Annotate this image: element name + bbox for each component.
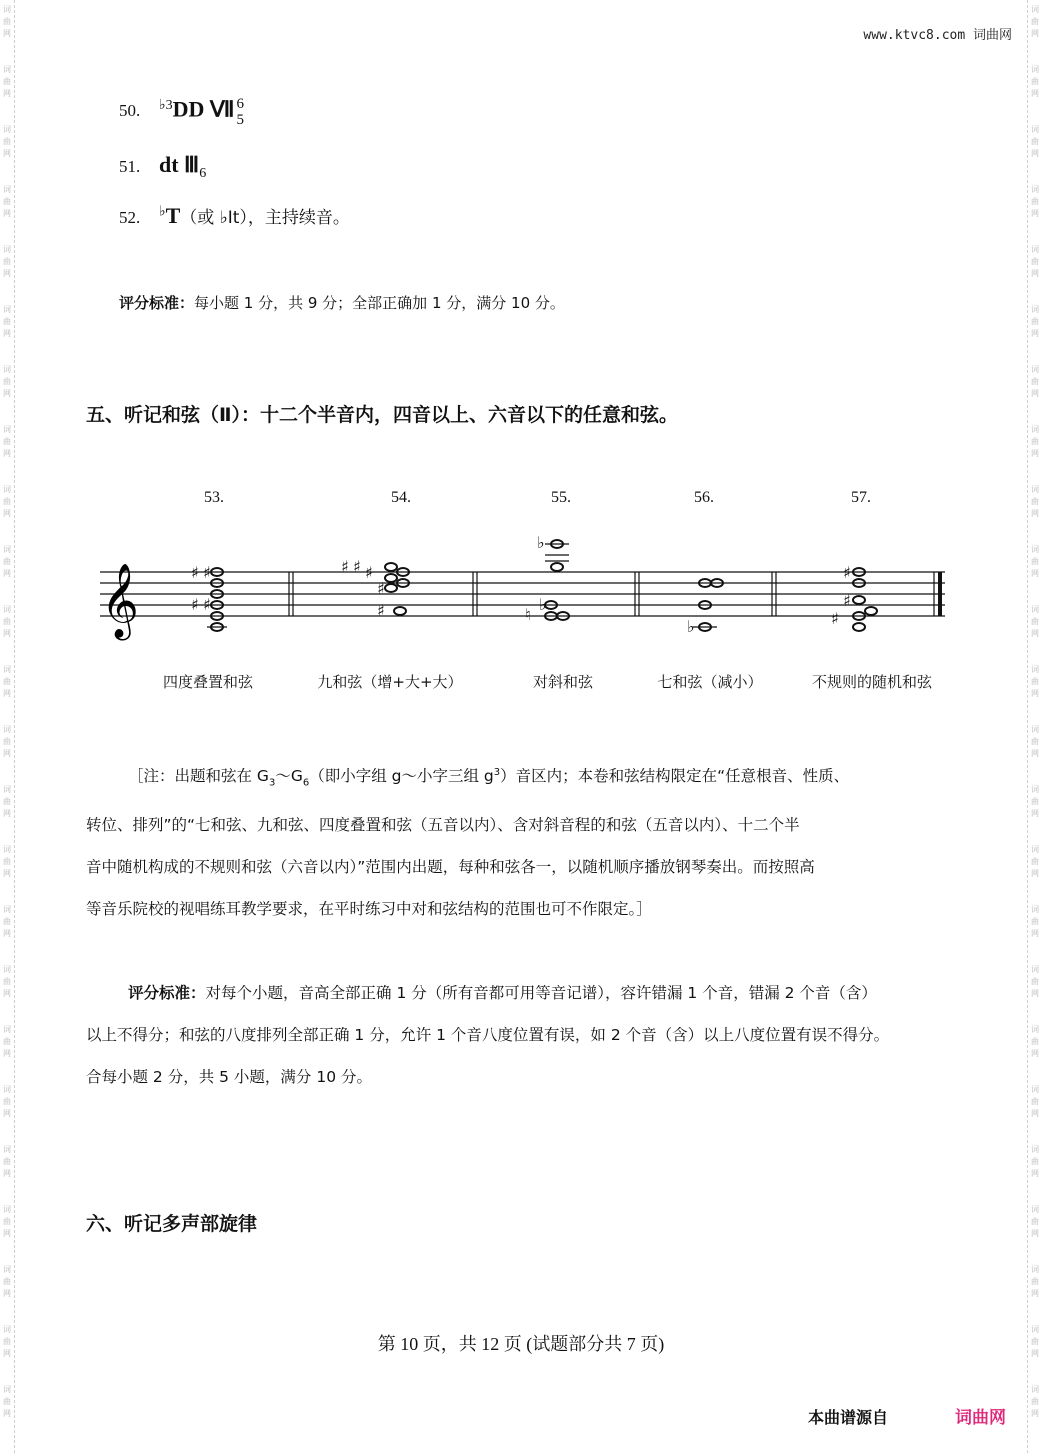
watermark-glyph: 词: [1031, 65, 1039, 74]
watermark-glyph: 网: [1031, 389, 1039, 398]
note-line-3: 音中随机构成的不规则和弦（六音以内）”范围内出题，每种和弦各一，以随机顺序播放钢琴奏出。而按照高: [86, 858, 815, 877]
watermark-glyph: 词: [3, 485, 11, 494]
watermark-glyph: 词: [1031, 905, 1039, 914]
watermark-glyph: 词: [1031, 485, 1039, 494]
watermark-glyph: 曲: [1031, 77, 1039, 86]
svg-text:♭: ♭: [537, 533, 545, 552]
svg-text:♯: ♯: [843, 563, 851, 582]
watermark-glyph: 词: [1031, 125, 1039, 134]
svg-text:♮: ♮: [525, 605, 531, 624]
watermark-glyph: 词: [1031, 1325, 1039, 1334]
site-url[interactable]: www.ktvc8.com 词曲网: [863, 28, 1012, 43]
note-paragraph: [86, 752, 960, 930]
answer-51: [119, 152, 206, 182]
watermark-glyph: 网: [3, 1229, 11, 1238]
watermark-glyph: 词: [1031, 1205, 1039, 1214]
watermark-glyph: 网: [1031, 1229, 1039, 1238]
section-6-heading: 六、听记多声部旋律: [86, 1213, 258, 1235]
watermark-glyph: 词: [3, 1265, 11, 1274]
svg-text:♯: ♯: [831, 609, 839, 628]
svg-text:♯: ♯: [191, 595, 199, 614]
svg-text:♯: ♯: [353, 557, 361, 576]
svg-text:♯: ♯: [203, 595, 211, 614]
svg-text:♯: ♯: [365, 563, 373, 582]
watermark-glyph: 曲: [1031, 137, 1039, 146]
watermark-glyph: 网: [3, 809, 11, 818]
accidental: ♭: [159, 204, 166, 220]
watermark-glyph: 曲: [1031, 1157, 1039, 1166]
watermark-glyph: 曲: [3, 197, 11, 206]
watermark-glyph: 网: [1031, 989, 1039, 998]
watermark-glyph: 网: [1031, 209, 1039, 218]
watermark-glyph: 词: [3, 1385, 11, 1394]
chord-number-56: 56.: [694, 489, 714, 506]
watermark-glyph: 网: [1031, 329, 1039, 338]
svg-text:♭: ♭: [539, 595, 547, 614]
watermark-glyph: 曲: [1031, 557, 1039, 566]
answer-remark: （或 ♭Ⅰt），主持续音。: [180, 208, 350, 228]
watermark-glyph: 曲: [1031, 1097, 1039, 1106]
watermark-glyph: 曲: [3, 497, 11, 506]
watermark-glyph: 词: [1031, 1025, 1039, 1034]
watermark-glyph: 网: [1031, 1409, 1039, 1418]
answer-number: 51.: [119, 157, 141, 176]
watermark-glyph: 词: [3, 725, 11, 734]
chord-symbol: DD Ⅶ: [172, 96, 235, 122]
watermark-glyph: 曲: [3, 377, 11, 386]
watermark-glyph: 网: [3, 569, 11, 578]
watermark-glyph: 词: [1031, 785, 1039, 794]
watermark-glyph: 网: [1031, 1109, 1039, 1118]
watermark-glyph: 曲: [3, 437, 11, 446]
watermark-glyph: 网: [3, 1109, 11, 1118]
watermark-glyph: 曲: [1031, 977, 1039, 986]
chord-symbol: dt Ⅲ: [159, 152, 200, 177]
watermark-glyph: 网: [3, 1409, 11, 1418]
watermark-glyph: 曲: [3, 137, 11, 146]
watermark-glyph: 词: [1031, 5, 1039, 14]
chord-number-55: 55.: [551, 489, 571, 506]
watermark-glyph: 网: [3, 269, 11, 278]
watermark-glyph: 词: [1031, 1145, 1039, 1154]
watermark-glyph: 词: [1031, 1085, 1039, 1094]
chord-label-54: 九和弦（增+大+大）: [317, 673, 463, 691]
watermark-glyph: 网: [3, 29, 11, 38]
watermark-glyph: 曲: [1031, 1217, 1039, 1226]
watermark-glyph: 词: [1031, 605, 1039, 614]
watermark-glyph: 曲: [3, 617, 11, 626]
svg-text:♯: ♯: [377, 601, 385, 620]
watermark-glyph: 词: [3, 65, 11, 74]
answer-number: 52.: [119, 208, 141, 227]
grading-text: 每小题 1 分，共 9 分；全部正确加 1 分，满分 10 分。: [194, 294, 565, 312]
note-line-1: ［注：出题和弦在 $G_3\sim G_6$（即小字组 g～小字三组 $g^3$）音区内；本卷和弦结构限定在“任意根音、性质、: [128, 767, 850, 789]
watermark-glyph: 网: [3, 629, 11, 638]
accidentals: [191, 533, 851, 636]
watermark-glyph: 词: [3, 545, 11, 554]
grading-criteria-2: [86, 972, 960, 1098]
treble-clef-icon: 𝄞: [101, 564, 139, 638]
watermark-glyph: 曲: [3, 917, 11, 926]
answer-50: [119, 96, 244, 128]
watermark-glyph: 网: [1031, 1289, 1039, 1298]
chord-label-53: 四度叠置和弦: [162, 673, 253, 691]
answer-52: [119, 203, 350, 229]
watermark-glyph: 网: [3, 389, 11, 398]
watermark-glyph: 曲: [1031, 377, 1039, 386]
watermark-glyph: 曲: [1031, 1277, 1039, 1286]
watermark-glyph: 网: [3, 1169, 11, 1178]
source-label: 本曲谱源自: [808, 1408, 889, 1427]
watermark-glyph: 网: [3, 989, 11, 998]
watermark-glyph: 曲: [3, 977, 11, 986]
answer-number: 50.: [119, 101, 141, 121]
watermark-glyph: 词: [3, 245, 11, 254]
watermark-glyph: 词: [3, 665, 11, 674]
watermark-glyph: 网: [1031, 749, 1039, 758]
watermark-glyph: 网: [1031, 569, 1039, 578]
watermark-glyph: 网: [3, 329, 11, 338]
watermark-glyph: 网: [3, 749, 11, 758]
watermark-glyph: 网: [1031, 1349, 1039, 1358]
figure-bottom: 6: [199, 165, 207, 181]
watermark-glyph: 曲: [1031, 17, 1039, 26]
watermark-glyph: 曲: [1031, 317, 1039, 326]
watermark-glyph: 曲: [1031, 257, 1039, 266]
watermark-glyph: 词: [3, 305, 11, 314]
watermark-glyph: 网: [3, 1349, 11, 1358]
watermark-glyph: 词: [3, 1205, 11, 1214]
svg-text:♯: ♯: [203, 563, 211, 582]
watermark-glyph: 网: [3, 1289, 11, 1298]
svg-text:♭: ♭: [687, 617, 695, 636]
watermark-glyph: 曲: [3, 1397, 11, 1406]
watermark-glyph: 词: [1031, 365, 1039, 374]
watermark-glyph: 词: [1031, 425, 1039, 434]
watermark-glyph: 网: [1031, 1169, 1039, 1178]
watermark-glyph: 曲: [1031, 857, 1039, 866]
watermark-glyph: 词: [1031, 545, 1039, 554]
watermark-glyph: 曲: [3, 317, 11, 326]
note-line-2: 转位、排列”的“七和弦、九和弦、四度叠置和弦（五音以内）、含对斜音程的和弦（五音以内）、十二个半: [86, 816, 800, 835]
watermark-glyph: 网: [1031, 269, 1039, 278]
svg-text:♯: ♯: [377, 579, 385, 598]
watermark-glyph: 曲: [3, 797, 11, 806]
grading-label: 评分标准：: [119, 294, 195, 312]
watermark-glyph: 词: [1031, 965, 1039, 974]
watermark-glyph: 曲: [3, 737, 11, 746]
watermark-glyph: 曲: [1031, 1037, 1039, 1046]
watermark-glyph: 曲: [1031, 1337, 1039, 1346]
left-watermark-strip: [0, 0, 15, 1453]
accidental: ♭3: [159, 98, 173, 114]
watermark-glyph: 词: [1031, 1265, 1039, 1274]
grading-label: 评分标准：: [128, 984, 206, 1002]
watermark-glyph: 网: [1031, 509, 1039, 518]
watermark-glyph: 曲: [3, 1037, 11, 1046]
watermark-glyph: 网: [1031, 629, 1039, 638]
watermark-glyph: 网: [1031, 869, 1039, 878]
watermark-glyph: 网: [3, 929, 11, 938]
watermark-glyph: 曲: [3, 557, 11, 566]
watermark-glyph: 曲: [1031, 797, 1039, 806]
watermark-glyph: 网: [1031, 1049, 1039, 1058]
watermark-glyph: 曲: [1031, 497, 1039, 506]
svg-text:♯: ♯: [843, 591, 851, 610]
watermark-glyph: 网: [3, 1049, 11, 1058]
watermark-glyph: 词: [1031, 845, 1039, 854]
watermark-glyph: 网: [1031, 689, 1039, 698]
watermark-glyph: 词: [3, 605, 11, 614]
right-watermark-strip: [1027, 0, 1042, 1453]
watermark-glyph: 曲: [3, 1277, 11, 1286]
watermark-glyph: 曲: [3, 257, 11, 266]
watermark-glyph: 曲: [1031, 917, 1039, 926]
watermark-glyph: 词: [3, 185, 11, 194]
watermark-glyph: 曲: [3, 17, 11, 26]
watermark-glyph: 网: [1031, 809, 1039, 818]
watermark-glyph: 词: [1031, 305, 1039, 314]
watermark-glyph: 曲: [3, 1217, 11, 1226]
watermark-glyph: 网: [3, 509, 11, 518]
watermark-glyph: 词: [3, 1025, 11, 1034]
watermark-glyph: 词: [3, 125, 11, 134]
watermark-glyph: 词: [3, 365, 11, 374]
watermark-glyph: 曲: [3, 1097, 11, 1106]
watermark-glyph: 词: [3, 5, 11, 14]
watermark-glyph: 曲: [3, 857, 11, 866]
watermark-glyph: 网: [1031, 29, 1039, 38]
grading2-line-2: 以上不得分；和弦的八度排列全部正确 1 分，允许 1 个音八度位置有误，如 2 个音（含）以上八度位置有误不得分。: [86, 1026, 890, 1044]
watermark-glyph: 词: [3, 845, 11, 854]
watermark-glyph: 曲: [1031, 1397, 1039, 1406]
chord-label-55: 对斜和弦: [532, 673, 593, 691]
watermark-glyph: 曲: [1031, 617, 1039, 626]
chord-number-54: 54.: [391, 489, 411, 506]
chord-number-53: 53.: [204, 489, 224, 506]
watermark-glyph: 曲: [1031, 677, 1039, 686]
figure-bottom: 5: [236, 112, 245, 128]
watermark-glyph: 词: [3, 1325, 11, 1334]
watermark-glyph: 网: [1031, 449, 1039, 458]
note-line-4: 等音乐院校的视唱练耳教学要求，在平时练习中对和弦结构的范围也可不作限定。］: [86, 900, 652, 919]
chord-label-56: 七和弦（减小）: [657, 673, 763, 691]
watermark-glyph: 词: [3, 1085, 11, 1094]
watermark-glyph: 词: [3, 965, 11, 974]
watermark-glyph: 网: [1031, 89, 1039, 98]
watermark-glyph: 曲: [1031, 197, 1039, 206]
grading2-line-1: 评分标准：对每个小题，音高全部正确 1 分（所有音都可用等音记谱），容许错漏 1 个音，错漏 2 个音（含）: [128, 984, 877, 1002]
watermark-glyph: 曲: [1031, 737, 1039, 746]
watermark-glyph: 词: [1031, 185, 1039, 194]
chord-symbol: T: [165, 203, 181, 228]
watermark-glyph: 词: [3, 785, 11, 794]
svg-text:♯: ♯: [341, 557, 349, 576]
grading2-line-3: 合每小题 2 分，共 5 小题，满分 10 分。: [86, 1068, 373, 1086]
watermark-glyph: 网: [3, 689, 11, 698]
watermark-glyph: 曲: [3, 1157, 11, 1166]
chord-label-57: 不规则的随机和弦: [811, 673, 932, 691]
watermark-glyph: 曲: [3, 77, 11, 86]
brand-link[interactable]: 词曲网: [955, 1408, 1006, 1428]
watermark-glyph: 网: [3, 209, 11, 218]
watermark-glyph: 词: [3, 905, 11, 914]
watermark-glyph: 网: [1031, 929, 1039, 938]
grading-criteria-1: [119, 292, 565, 313]
watermark-glyph: 词: [3, 425, 11, 434]
watermark-glyph: 网: [3, 89, 11, 98]
watermark-glyph: 词: [1031, 725, 1039, 734]
music-staff: [95, 520, 955, 650]
svg-text:♯: ♯: [191, 563, 199, 582]
watermark-glyph: 网: [3, 869, 11, 878]
watermark-glyph: 网: [1031, 149, 1039, 158]
watermark-glyph: 曲: [3, 677, 11, 686]
page-footer: 第 10 页，共 12 页 (试题部分共 7 页): [377, 1334, 665, 1354]
figure-top: 6: [236, 96, 245, 112]
watermark-glyph: 曲: [1031, 437, 1039, 446]
watermark-glyph: 词: [1031, 245, 1039, 254]
watermark-glyph: 曲: [3, 1337, 11, 1346]
watermark-glyph: 词: [1031, 665, 1039, 674]
watermark-glyph: 词: [1031, 1385, 1039, 1394]
chord-number-57: 57.: [851, 489, 871, 506]
watermark-glyph: 网: [3, 449, 11, 458]
section-5-heading: 五、听记和弦（Ⅱ）：十二个半音内，四音以上、六音以下的任意和弦。: [86, 404, 679, 426]
staff-lines: [100, 572, 945, 616]
watermark-glyph: 网: [3, 149, 11, 158]
watermark-glyph: 词: [3, 1145, 11, 1154]
